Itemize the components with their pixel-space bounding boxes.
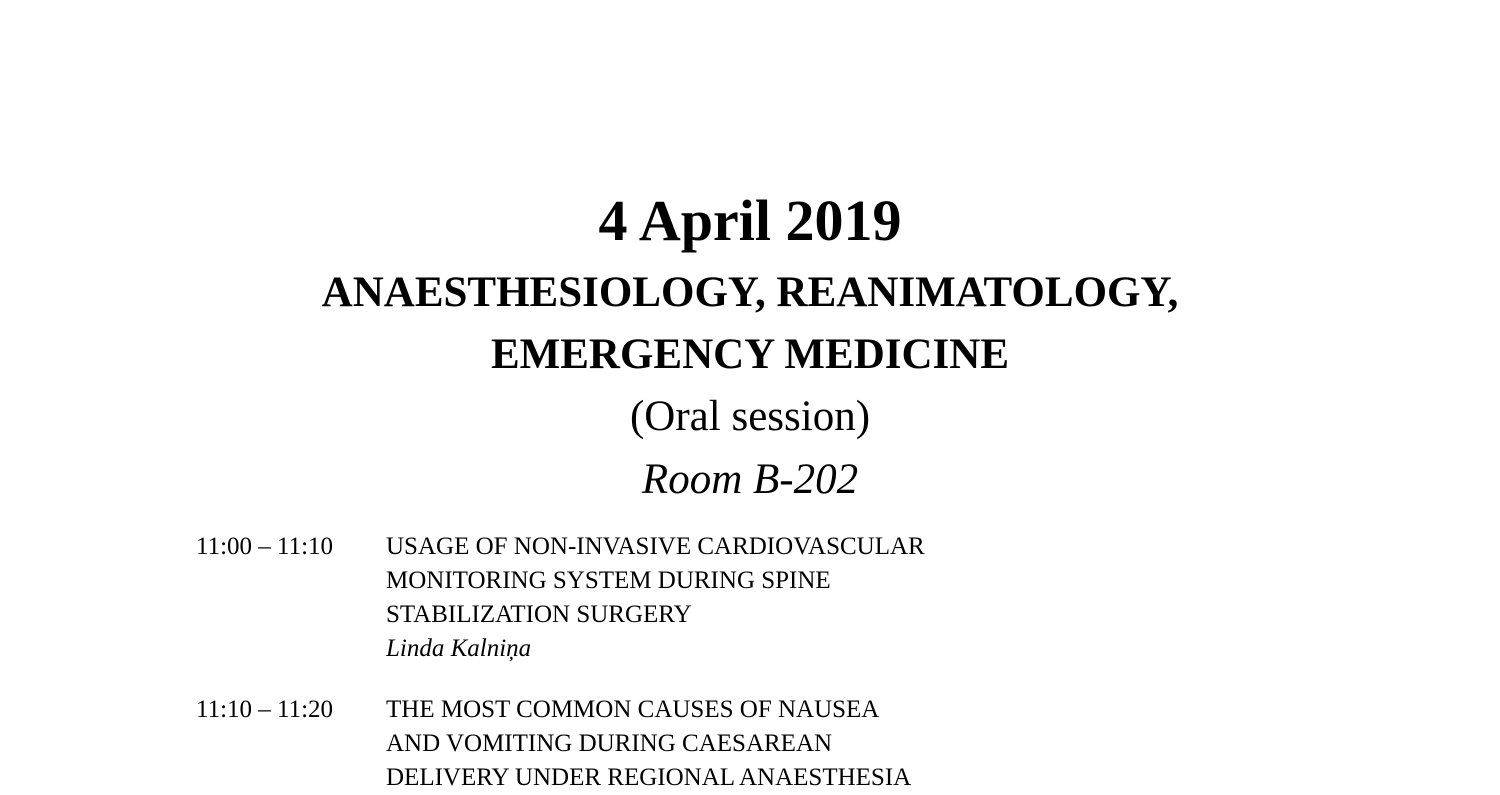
entry-title-line: STABILIZATION SURGERY	[386, 601, 692, 628]
page-date: 4 April 2019	[598, 188, 902, 253]
entry-title-line: THE MOST COMMON CAUSES OF NAUSEA	[386, 696, 880, 723]
entry-title-line: MONITORING SYSTEM DURING SPINE	[386, 567, 831, 594]
entry-time: 11:10 – 11:20	[196, 696, 334, 723]
section-title-line-1: ANAESTHESIOLOGY, REANIMATOLOGY,	[321, 269, 1179, 316]
entry-author: Linda Kalniņa	[386, 635, 532, 662]
section-title-line-2: EMERGENCY MEDICINE	[490, 331, 1009, 378]
entry-talk	[386, 530, 925, 666]
entry-title-line: DELIVERY UNDER REGIONAL ANAESTHESIA	[386, 764, 912, 791]
entry-time: 11:00 – 11:10	[196, 533, 334, 560]
session-type: (Oral session)	[629, 393, 871, 440]
entry-title-line: AND VOMITING DURING CAESAREAN	[386, 730, 833, 757]
entry-talk	[386, 693, 911, 795]
entry-title-line: USAGE OF NON-INVASIVE CARDIOVASCULAR	[386, 533, 925, 560]
room-label: Room B-202	[641, 456, 859, 503]
